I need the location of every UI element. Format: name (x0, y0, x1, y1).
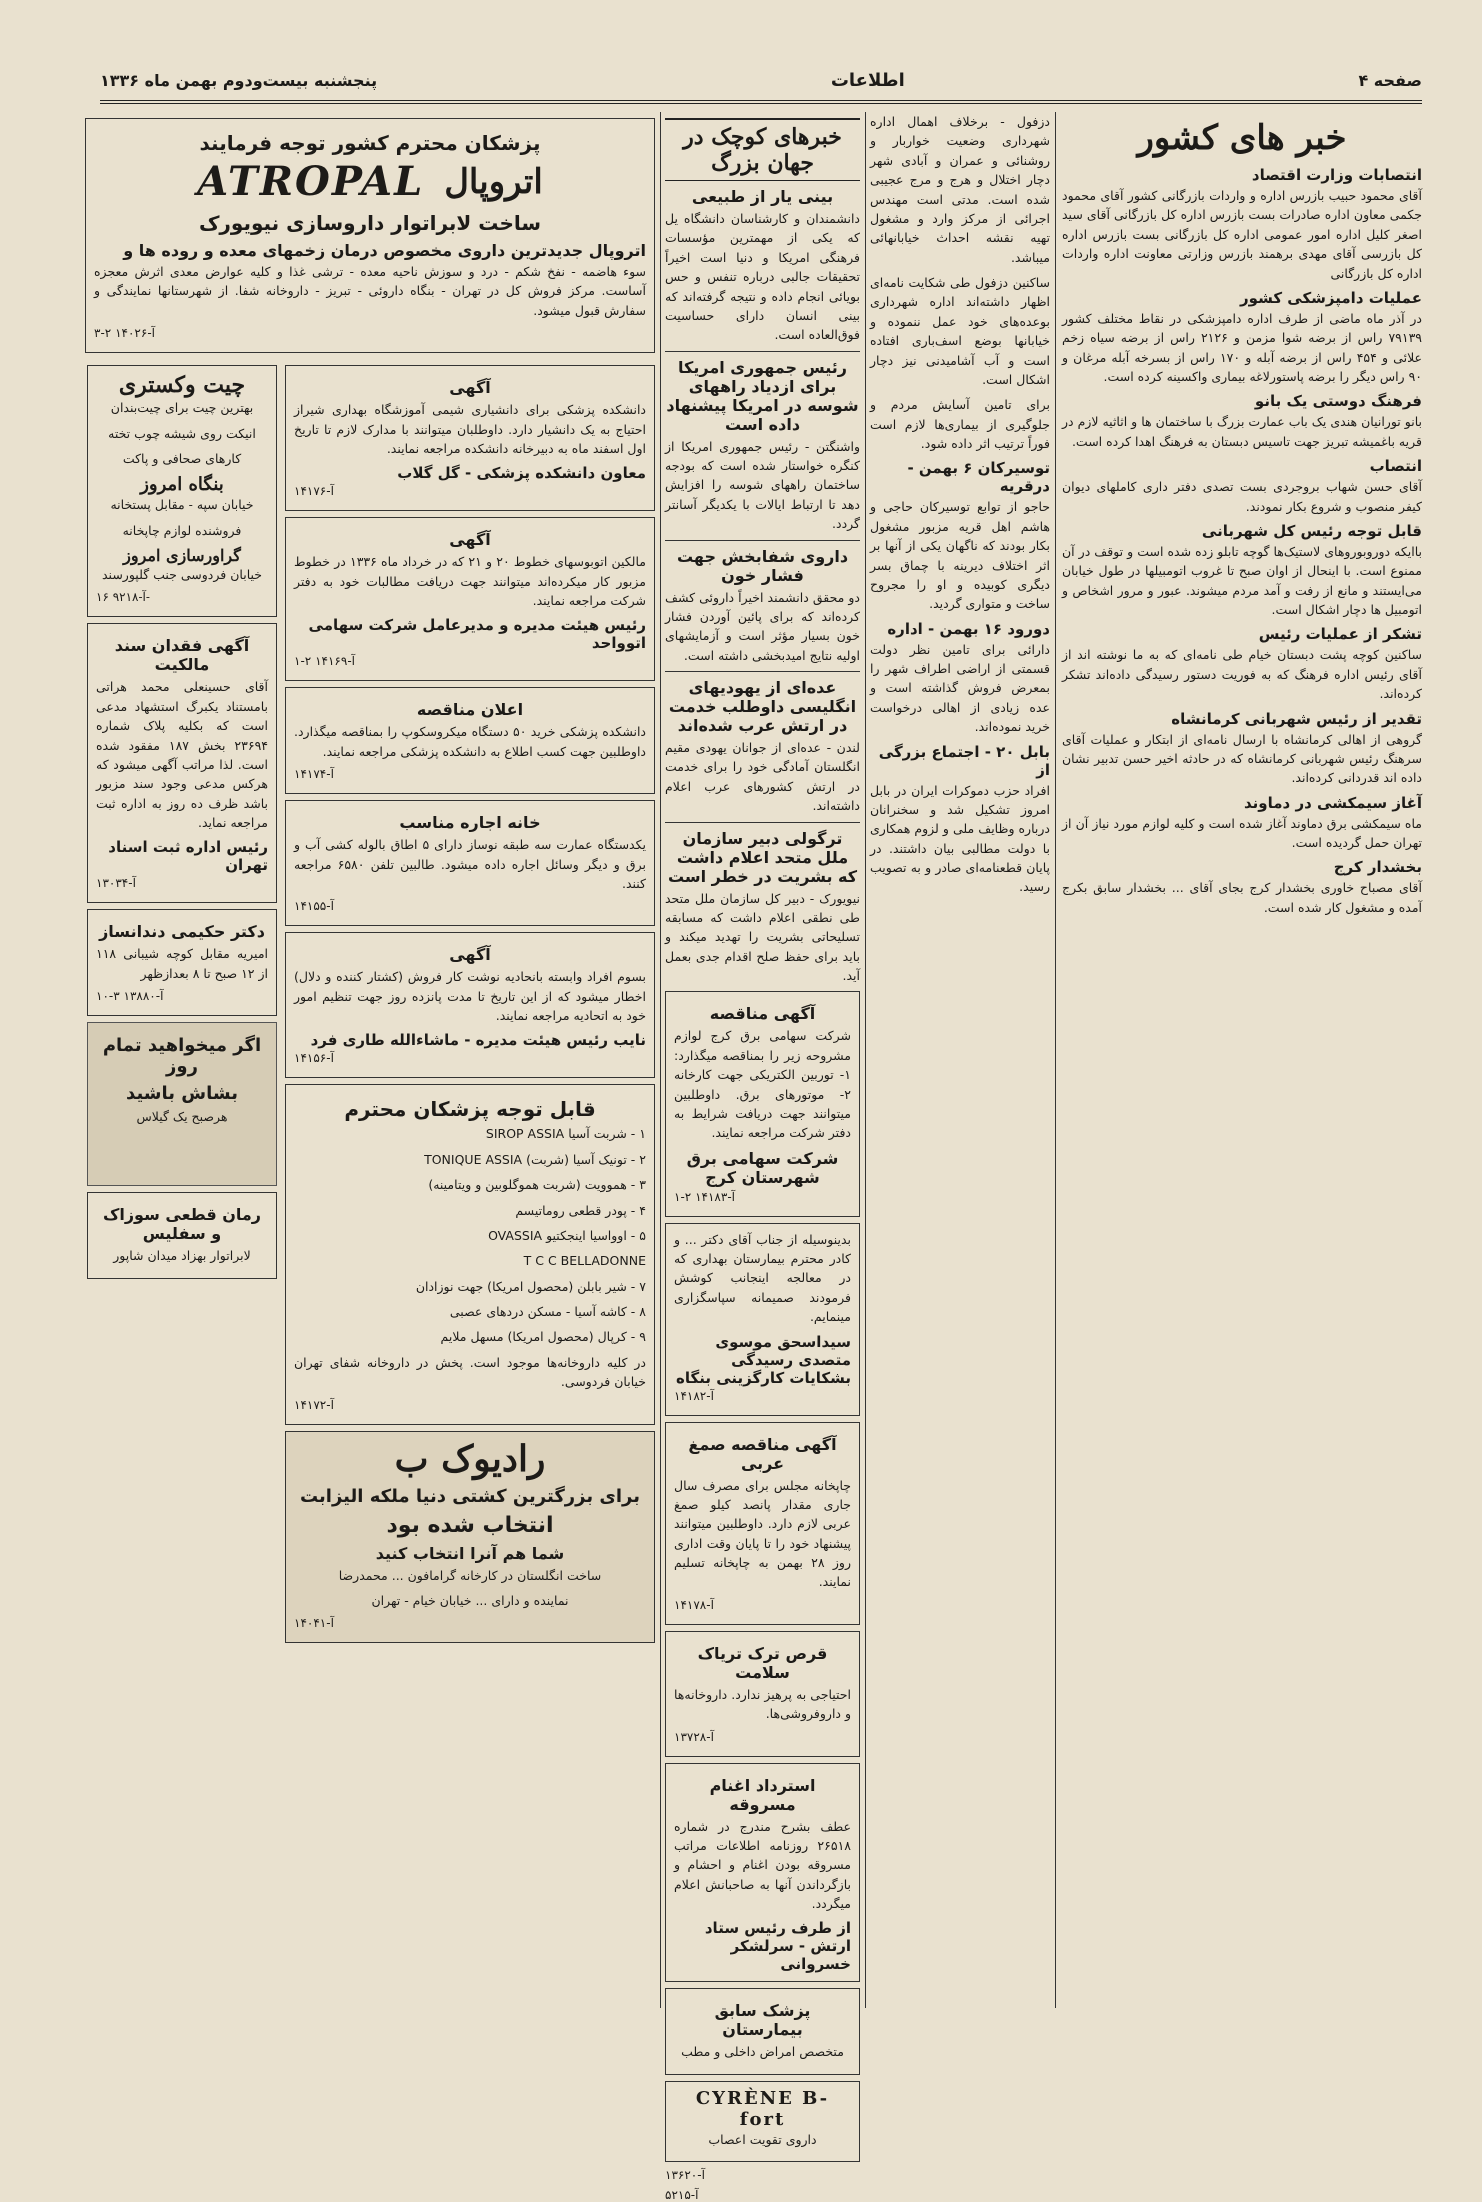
product-item: ۷ - شیر بابلن (محصول امریکا) جهت نوزادان (415, 1278, 646, 1294)
ad-title: آگهی (449, 530, 491, 550)
news-body: ساکنین دزفول طی شکایت نامه‌ای اظهار داشته‌اند اداره شهرداری بوعده‌های خود عمل ننموده و خیابانها بوضع اسف‌باری افتاده است و آب آشامیدنی نیز دچار اشکال است. (870, 275, 1050, 387)
ad-line: گراورسازی امروز (123, 546, 241, 565)
ad-body: دانشکده پزشکی خرید ۵۰ دستگاه میکروسکوپ را بمناقصه میگذارد. داوطلبین جهت کسب اطلاع به دانشکده پزشکی مراجعه نمایند. (294, 724, 646, 759)
news-body: باایکه دوروبوروهای لاستیک‌ها گوچه تابلو زده شده است و توقف در آن ممنوع است. با اینحال از اوان صبح تا غروب اتومبیلها در طول خیابان می‌ایستند و مانع از رفت و آمد مردم میشوند. عبور و مرور اشخاص و اتومبیل ها دچار اشکال است. (1062, 543, 1422, 617)
news-body: ماه سیمکشی برق دماوند آغاز شده است و کلیه لوازم مورد نیاز آن از تهران حمل گردیده است. (1062, 815, 1422, 850)
ad-title: آگهی فقدان سند مالکیت (114, 636, 250, 675)
issue-date: پنجشنبه بیست‌ودوم بهمن ماه ۱۳۳۶ (100, 70, 378, 90)
news-body: بانو تورانیان هندی یک باب عمارت بزرگ با ساختمان ها و اثاثیه لازم در قریه باغمیشه تبریز جهت تاسیس دبستان به فرهنگ اهدا کرده است. (1062, 414, 1422, 449)
ad-signature: از طرف رئیس ستاد ارتش - سرلشکر خسروانی (704, 1919, 851, 1974)
ad-line: کارهای صحافی و پاکت (122, 450, 242, 466)
ad-title: قابل توجه پزشکان محترم (344, 1097, 596, 1122)
ad-signature: سیداسحق موسوی متصدی رسیدگی بشکایات کارگزینی بنگاه (676, 1332, 851, 1387)
ad-title: قرص ترک تریاک سلامت (697, 1643, 828, 1682)
news-body: حاجو از توابع توسیرکان حاجی و هاشم اهل قریه مزبور مشغول بکار بودند که ناگهان یکی از آنها بر اثر اختلاف دیرینه با چماق بسر دیگری کوبیده و او را مجروح ساخت و متواری گردید. (870, 499, 1050, 612)
news-headline: توسیرکان ۶ بهمن - درقریه (907, 459, 1050, 496)
ad-title: آگهی (449, 378, 491, 398)
product-desc: داروی تقویت اعصاب (708, 2131, 817, 2147)
masthead (100, 60, 1422, 104)
news-headline: بینی یار از طبیعی (691, 187, 834, 206)
ad-code: آ-۱۳۶۲۰ (665, 2168, 705, 2183)
divider (665, 671, 860, 672)
brand-name-fa: اتروپال (444, 161, 543, 202)
paper-name: اطلاعات (830, 69, 905, 91)
ad-tender (665, 991, 860, 1216)
column-ads (85, 112, 655, 2008)
ad-code: آ-۱۴۱۶۹ ۲-۱ (294, 654, 355, 669)
news-headline: انتصاب (1369, 457, 1422, 476)
ads-grid (85, 359, 655, 1649)
news-body: آقای مصباح خاوری بخشدار کرج بجای آقای ... بخشدار سابق بکرج آمده و مشغول کار شده است. (1062, 880, 1422, 915)
ad-radio (285, 1431, 655, 1644)
ad-lost-deed (87, 623, 277, 903)
ad-body: شرکت سهامی برق کرج لوازم مشروحه زیر را بمناقصه میگذارد: ۱- توربین الکتریکی جهت کارخانه ۲- موتورهای برق. داوطلبین میتوانند جهت دریافت شرایط به دفتر شرکت مراجعه نمایند. (674, 1028, 851, 1141)
ad-thanks (665, 1223, 860, 1416)
ad-cyrene (665, 2081, 860, 2162)
ad-rent (285, 800, 655, 926)
ad-title: اعلان مناقصه (416, 700, 524, 720)
brand-row (94, 158, 646, 205)
news-body: دارائی برای تامین نظر دولت قسمتی از اراضی اطراف شهر را بمعرض فروش گذاشته است و عده زیادی از اهالی درخواست خرید نموده‌اند. (870, 641, 1050, 735)
tonic-line: اگر میخواهید تمام روز (102, 1035, 262, 1078)
ad-title: رمان قطعی سوزاک و سفلیس (102, 1205, 262, 1244)
ad-code: آ-۱۳۰۳۴ (96, 876, 136, 891)
news-body: لندن - عده‌ای از جوانان یهودی مقیم انگلستان آمادگی خود را برای خدمت در ارتش کشورهای عرب اعلام داشته‌اند. (665, 740, 860, 814)
news-headline: قابل توجه رئیس کل شهربانی (1201, 521, 1422, 540)
ad-title: آگهی مناقصه (709, 1004, 816, 1024)
ad-body: لابراتوار بهزاد میدان شاپور (113, 1248, 251, 1264)
ad-body: یکدستگاه عمارت سه طبقه نوساز دارای ۵ اطاق بالوله کشی آب و برق و دیگر وسائل اجاره داده میشود. طالبین تلفن ۶۵۸۰ مراجعه کنند. (294, 837, 646, 891)
product-name: CYRÈNE B-fort (695, 2087, 830, 2130)
ad-body: در کلیه داروخانه‌ها موجود است. پخش در داروخانه شفای تهران خیابان فردوسی. (294, 1354, 646, 1390)
ad-code: آ-۱۴۱۵۶ (294, 1051, 334, 1066)
ad-asia-pharma (285, 1084, 655, 1424)
divider (665, 351, 860, 352)
news-headline: آغاز سیمکشی در دماوند (1244, 793, 1422, 812)
tonic-side: هرصبح یک گیلاس (136, 1109, 228, 1125)
ad-signature: شرکت سهامی برق شهرستان کرج (686, 1148, 839, 1187)
ad-stolen-sheep (665, 1763, 860, 1983)
radio-line: نماینده و دارای ... خیابان خیام - تهران (371, 1592, 569, 1608)
tonic-line: بشاش باشید (126, 1083, 238, 1105)
radio-line: ساخت انگلستان در کارخانه گرامافون ... محمدرضا (338, 1567, 602, 1583)
news-headline: انتصابات وزارت اقتصاد (1251, 166, 1422, 184)
ad-opium-pill (665, 1631, 860, 1757)
ad-line: فروشنده لوازم چاپخانه (122, 522, 242, 538)
news-body: گروهی از اهالی کرمانشاه با ارسال نامه‌ای از ابتکار و عملیات آقای سرهنگ رئیس شهربانی کرمانشاه که در حادثه اخیر حسن تدبیر نشان داده اند قدردانی کرده‌اند. (1062, 731, 1422, 786)
ad-body: دانشکده پزشکی برای دانشیاری شیمی آموزشگاه بهداری شیراز احتیاج به یک دانشیار دارد. داوطلبان میتوانند با مدارک لازم تا تاریخ اول اسفند ماه به دبیرخانه دانشکده مراجعه نمایند. (294, 402, 646, 456)
news-headline: عملیات دامپزشکی کشور (1240, 288, 1422, 307)
brand-name-en: ATROPAL (197, 158, 425, 205)
ad-body: مالکین اتوبوسهای خطوط ۲۰ و ۲۱ که در خرداد ماه ۱۳۳۶ در خطوط مزبور کار میکرده‌اند میتوانند جهت دریافت مطالبات خود به دفتر شرکت مراجعه نمایند. (294, 554, 646, 608)
ad-code: آ-۱۴۱۸۲ (674, 1388, 714, 1403)
ad-union (285, 932, 655, 1078)
news-headline: تقدیر از رئیس شهربانی کرمانشاه (1171, 709, 1422, 728)
ad-body: متخصص امراض داخلی و مطب (681, 2044, 844, 2060)
news-headline: ترگولی دبیر سازمان ملل متحد اعلام داشت که بشریت در خطر است (667, 828, 858, 886)
ad-line: چیت وکستری (118, 372, 246, 399)
ad-line: بهترین چیت برای چیت‌بندان (110, 400, 254, 416)
column-rule (865, 112, 866, 2008)
ad-heading: پزشکان محترم کشور توجه فرمایند (199, 131, 541, 155)
column-rule (660, 112, 661, 2008)
ad-title: دکتر حکیمی دندانساز (99, 922, 265, 942)
column-rule (1055, 112, 1056, 2008)
ad-code: آ-۱۴۱۷۴ (294, 767, 334, 782)
news-body: آقای حسن شهاب بروجردی بست تصدی دفتر داری کاملهای دیوان کیفر منصوب و شروع بکار نمودند. (1062, 479, 1422, 514)
ad-signature: نایب رئیس هیئت مدیره - ماشاءالله طاری فرد (310, 1031, 646, 1050)
ad-code: آ-۱۴۱۵۵ (294, 899, 334, 914)
ad-code: آ-۹۲۱۸ ۱۶- (96, 590, 150, 605)
ad-chit (87, 365, 277, 617)
product-item: ۵ - اوواسیا اینجکتیو OVASSIA (488, 1227, 646, 1243)
column-city-news (870, 112, 1050, 2008)
ad-tender-microscope (285, 687, 655, 794)
ad-title: پزشک سابق بیمارستان (714, 2001, 811, 2040)
news-body: دزفول - برخلاف اهمال اداره شهرداری وضعیت خواربار و روشنائی و عمران و آبادی شهر دچار اختلال و هرج و مرج عجیبی شده است. مدتی است مهندس اجرائی از مرکز وارد و مشغول تهیه نقشه احداث خیابانهائی میباشد. (870, 114, 1050, 265)
section-title: خبرهای کوچک در جهان بزرگ (665, 118, 860, 181)
news-body: افراد حزب دموکرات ایران در بابل امروز تشکیل شد و سخنرانان درباره وظایف ملی و لزوم همکاری با دولت مطالبی بیان داشتند. در پایان قطعنامه‌ای صادر و به تصویب رسید. (870, 782, 1050, 895)
ad-body: چاپخانه مجلس برای مصرف سال جاری مقدار پانصد کیلو صمغ عربی لازم دارد. داوطلبین میتوانند پیشنهاد خود را تا پایان وقت اداری روز ۲۸ بهمن به چاپخانه تسلیم نمایند. (674, 1477, 851, 1590)
ad-body: احتیاجی به پرهیز ندارد. داروخانه‌ها و داروفروشی‌ها. (674, 1686, 851, 1722)
news-headline: عده‌ای از یهودیهای انگلیسی داوطلب خدمت در ارتش عرب شده‌اند (668, 678, 857, 735)
ad-body: آقای حسینعلی محمد هراتی بامستناد یکبرگ استشهاد مدعی است که بکلیه پلاک شماره ۲۳۶۹۴ بخش ۱۸۷ مفقود شده است. لذا مراتب آگهی میشود که هرکس مدعی وجود سند مزبور باشد ظرف ده روز به اداره ثبت مراجعه نماید. (96, 679, 268, 830)
news-headline: فرهنگ دوستی یک بانو (1254, 392, 1422, 411)
news-body: دو محقق دانشمند اخیراً داروئی کشف کرده‌اند که برای پائین آوردن فشار خون بسیار مؤثر است و آزمایشهای اولیه نتایج امیدبخشی داشته است. (665, 589, 860, 663)
news-headline: رئیس جمهوری امریکا برای ازدیاد راههای شوسه در امریکا پیشنهاد داده است (666, 357, 859, 434)
news-headline: دورود ۱۶ بهمن - اداره (887, 619, 1050, 638)
ad-code: آ-۱۴۱۷۶ (294, 484, 334, 499)
ad-tonic-illustration (87, 1022, 277, 1186)
ad-bus (285, 517, 655, 681)
divider (665, 822, 860, 823)
news-body: در آذر ماه ماضی از طرف اداره دامپزشکی در نقاط مختلف کشور ۷۹۱۳۹ راس از برضه شوا مزمن و ۲۱۲۶ راس از برضه سیاه زخم علائی و ۴۵۴ راس از برضه آبله و ۱۷۰ راس از بسرخه آبله مرغان و ۹۰ راس دیگر را برضه پاستورلاغه بیماری واکسینه کرده است. (1062, 310, 1423, 384)
ad-atropal (85, 118, 655, 353)
column-world-news (665, 112, 860, 2202)
ad-code: آ-۱۴۱۷۸ (674, 1597, 714, 1612)
divider (665, 540, 860, 541)
ad-dentist (87, 909, 277, 1016)
ads-left (87, 359, 277, 1649)
news-body: نیویورک - دبیر کل سازمان ملل متحد طی نطقی اعلام داشت که مسابقه تسلیحاتی بشریت را تهدید میکند و باید برای حفظ صلح اقدام جدی بعمل آید. (665, 890, 860, 983)
news-body: برای تامین آسایش مردم و جلوگیری از بیماری‌ها لازم است فوراً ترتیب اثر داده شود. (870, 397, 1050, 451)
ad-title: آگهی (449, 945, 491, 965)
ad-signature: معاون دانشکده پزشکی - گل گلاب (397, 464, 646, 483)
column-domestic-news (1062, 112, 1422, 2008)
ad-remedy (87, 1192, 277, 1278)
news-body: دانشمندان و کارشناسان دانشگاه یل که یکی از مهمترین مؤسسات فرهنگی امریکا و دنیا است اخیراً تحقیقات جالبی درباره تنفس و حس بویائی انجام داده و نتیجه گرفته‌اند که بینی انسان دارای حساسیت فوق‌العاده است. (665, 211, 860, 343)
ad-line: بنگاه امروز (140, 474, 224, 496)
news-headline: تشکر از عملیات رئیس (1258, 625, 1422, 644)
ad-tagline: اتروپال جدیدترین داروی مخصوص درمان زخمهای معده و روده ها و (123, 241, 646, 260)
news-body: واشنگتن - رئیس جمهوری امریکا از کنگره خواستار شده است که بودجه ساختمان راههای شوسه را افزایش دهد تا ارتباط ایالات با یکدیگر آسانتر گردد. (665, 438, 860, 532)
radio-line: انتخاب شده بود (386, 1512, 554, 1538)
ad-code: آ-۱۴۰۲۶ ۲-۳ (94, 326, 155, 341)
ad-line: خیابان فردوسی جنب گلپورسند (102, 567, 262, 582)
news-body: آقای محمود حبیب بازرس اداره و واردات بازرگانی کشور آقای محمود جکمی معاون اداره صادرات بست بازرس اداره کل بازرگانی آقای سید اصغر کلیل اداره امور عمومی اداره کل بازرگانی بست بازرس اداره کل بازرسی آقای مهدی برهمند بازرس وزارتی معاونت اداره واردات اداره کل بازرگانی (1062, 188, 1422, 281)
ad-code: آ-۱۴۱۸۳ ۲-۱ (674, 1189, 735, 1204)
ad-body: بسوم افراد وابسته بانحادیه نوشت کار فروش (کشتار کننده و دلال) اخطار میشود که از این تاریخ تا مدت پانزده روز جهت تنظیم امور خود به اتحادیه مراجعه نمایند. (294, 969, 646, 1023)
ad-title: آگهی مناقصه صمغ عربی (688, 1434, 837, 1473)
ad-signature: رئیس اداره ثبت اسناد تهران (108, 838, 268, 875)
product-item: ۹ - کرپال (محصول امریکا) مسهل ملایم (440, 1329, 646, 1345)
product-item: ۸ - کاشه آسیا - مسکن دردهای عصبی (449, 1304, 646, 1319)
radio-line: برای بزرگترین کشتی دنیا ملکه الیزابت (299, 1485, 641, 1507)
ad-title: خانه اجاره مناسب (399, 813, 541, 833)
ad-body: عطف بشرح مندرج در شماره ۲۶۵۱۸ روزنامه اطلاعات مراتب مسروقه بودن اغنام و احشام و بازگرداندن آنها به صاحبانش اعلام میگردد. (674, 1818, 851, 1911)
ad-signature: رئیس هیئت مدیره و مدیرعامل شرکت سهامی اتوواحد (308, 616, 646, 653)
ad-title: استرداد اغنام مسروقه (709, 1775, 816, 1814)
ad-code: آ-۵۲۱۵ (665, 2188, 699, 2202)
ads-right (285, 359, 655, 1649)
ad-code: آ-۱۳۸۸۰ ۳-۱۰ (96, 989, 164, 1004)
ad-gum-tender (665, 1422, 860, 1625)
ad-body: سوء هاضمه - نفخ شکم - درد و سوزش ناحیه معده - ترشی غذا و کلیه عوارض معدی اثرش معجزه آساست. مرکز فروش کل در تهران - بنگاه داروئی - تبریز - داروخانه شفا. از شهرستانها نمایندگی و سفارش قبول میشود. (94, 264, 646, 318)
page-number: صفحه ۴ (1358, 70, 1422, 90)
product-item: ۴ - پودر قطعی روماتیسم (515, 1202, 646, 1218)
ad-code: آ-۱۴۰۴۱ (294, 1616, 334, 1631)
ad-code: آ-۱۴۱۷۲ (294, 1397, 334, 1412)
section-title: خبر های کشور (1137, 118, 1347, 158)
ad-subheading: ساخت لابراتوار داروسازی نیویورک (198, 211, 542, 235)
product-item: ۱ - شربت آسیا SIROP ASSIA (485, 1126, 646, 1142)
ad-line: خیابان سپه - مقابل پستخانه (110, 497, 254, 513)
ad-body: امیریه مقابل کوچه شیبانی ۱۱۸ از ۱۲ صبح تا ۸ بعدازظهر (96, 946, 268, 981)
product-item: ۲ - تونیک آسیا (شربت) TONIQUE ASSIA (424, 1151, 646, 1167)
radio-brand: رادیوک ب (394, 1437, 546, 1480)
news-headline: بابل ۲۰ - اجتماع بزرگی از (878, 742, 1050, 779)
product-item: T C C BELLADONNE (523, 1253, 646, 1269)
ad-doctor (665, 1988, 860, 2074)
news-body: ساکنین کوچه پشت دبستان خیام طی نامه‌ای که به ما نوشته اند از آقای رئیس اداره فرهنگ که به فوریت دستور رسیدگی داده‌اند تشکر کرده‌اند. (1062, 647, 1422, 702)
product-item: ۳ - هموویت (شربت هموگلوبین و ویتامینه) (428, 1177, 646, 1193)
ad-body: بدینوسیله از جناب آقای دکتر ... و کادر محترم بیمارستان بهداری که در معالجه اینجانب کوشش فرمودند صمیمانه سپاسگزاری مینمایم. (674, 1231, 851, 1325)
ad-line: انیکت روی شیشه چوب تخته (108, 425, 256, 441)
ad-code: آ-۱۳۷۲۸ (674, 1729, 714, 1744)
ad-medical-school (285, 365, 655, 511)
news-headline: بخشدار کرج (1333, 858, 1422, 877)
news-headline: داروی شفابخش جهت فشار خون (676, 546, 849, 585)
radio-line: شما هم آنرا انتخاب کنید (375, 1543, 565, 1563)
